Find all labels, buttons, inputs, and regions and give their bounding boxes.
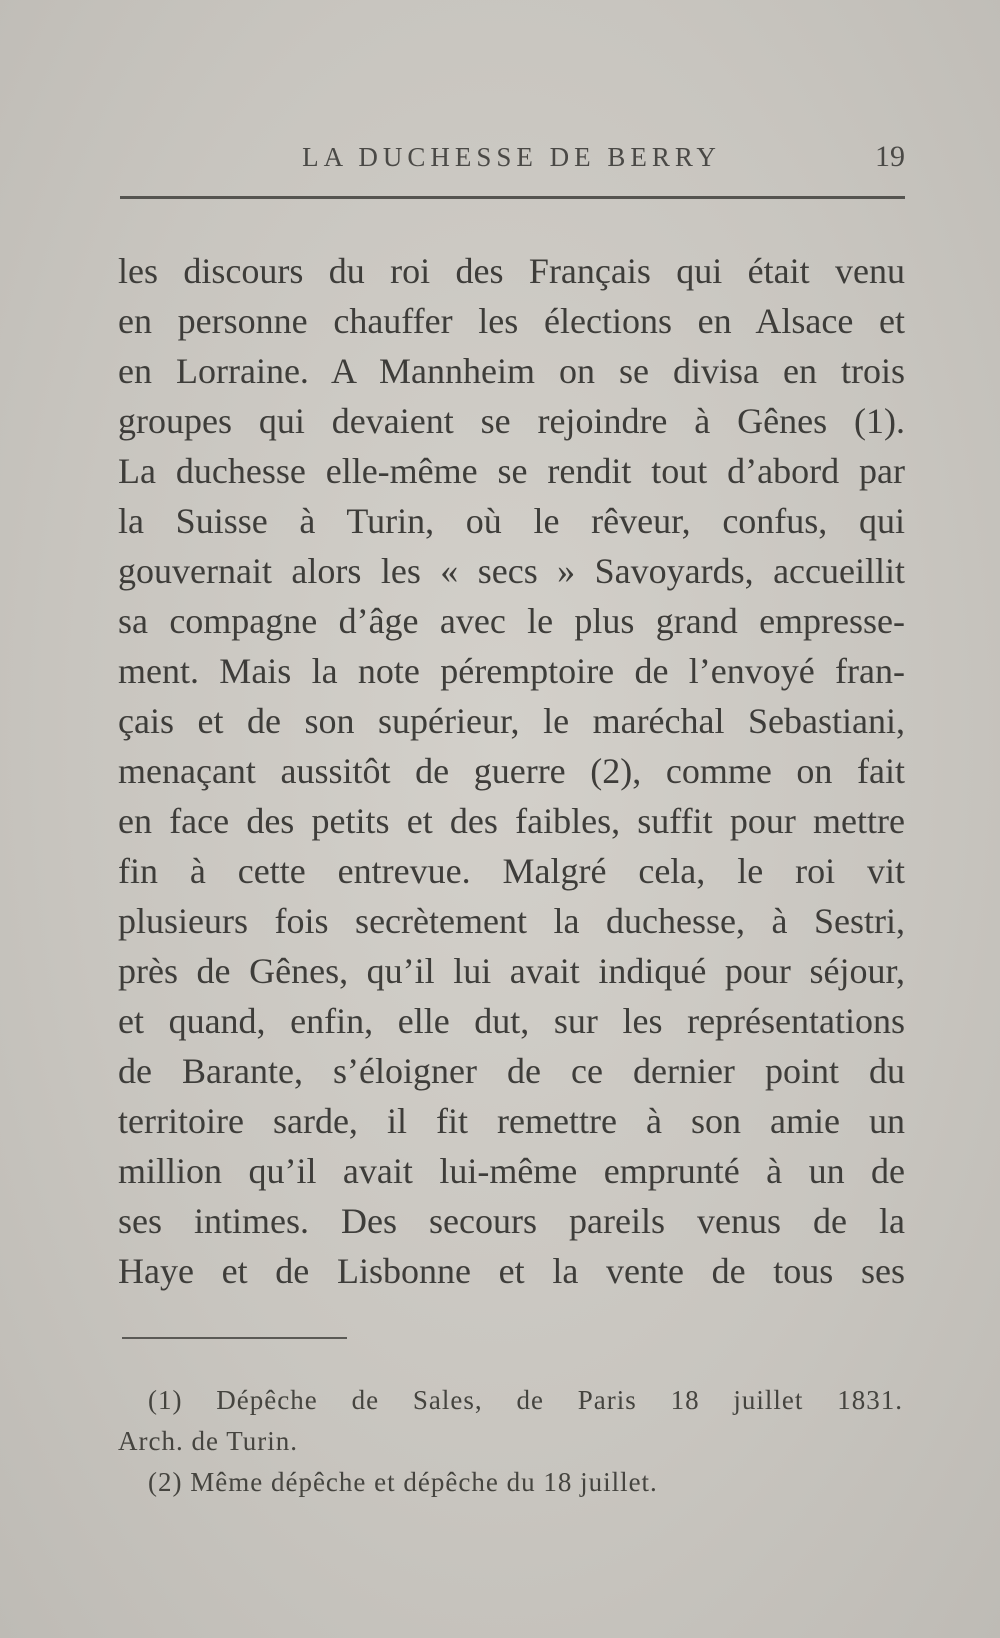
text-line: et quand, enfin, elle dut, sur les représentations <box>118 1001 905 1041</box>
text-line: groupes qui devaient se rejoindre à Gênes (1). <box>118 401 905 441</box>
footnote-line: (1) Dépêche de Sales, de Paris 18 juillet 1831. <box>148 1385 903 1415</box>
text-line: la Suisse à Turin, où le rêveur, confus, qui <box>118 501 905 541</box>
page-number: 19 <box>875 140 905 173</box>
body-text <box>118 246 905 1296</box>
text-line: million qu’il avait lui-même emprunté à un de <box>118 1151 905 1191</box>
footnote-line: (2) Même dépêche et dépêche du 18 juillet. <box>148 1467 658 1497</box>
text-line: Haye et de Lisbonne et la vente de tous ses <box>118 1251 905 1291</box>
text-line: plusieurs fois secrètement la duchesse, à Sestri, <box>118 901 905 941</box>
text-line: sa compagne d’âge avec le plus grand empresse- <box>118 601 905 641</box>
text-line: les discours du roi des Français qui était venu <box>118 251 905 291</box>
text-line: territoire sarde, il fit remettre à son amie un <box>118 1101 905 1141</box>
header-rule <box>120 196 905 199</box>
text-line: menaçant aussitôt de guerre (2), comme on fait <box>118 751 905 791</box>
text-line: fin à cette entrevue. Malgré cela, le roi vit <box>118 851 905 891</box>
footnotes <box>118 1380 903 1503</box>
footnote-rule <box>122 1337 347 1339</box>
text-line: en personne chauffer les élections en Alsace et <box>118 301 905 341</box>
text-line: ment. Mais la note péremptoire de l’envoyé fran- <box>118 651 905 691</box>
running-head <box>118 138 905 178</box>
text-line: gouvernait alors les « secs » Savoyards, accueillit <box>118 551 905 591</box>
text-line: en face des petits et des faibles, suffit pour mettre <box>118 801 905 841</box>
text-line: près de Gênes, qu’il lui avait indiqué pour séjour, <box>118 951 905 991</box>
footnote-line: Arch. de Turin. <box>118 1426 299 1456</box>
text-line: de Barante, s’éloigner de ce dernier point du <box>118 1051 905 1091</box>
text-line: çais et de son supérieur, le maréchal Sebastiani, <box>118 701 905 741</box>
text-line: ses intimes. Des secours pareils venus de la <box>118 1201 905 1241</box>
text-line: en Lorraine. A Mannheim on se divisa en trois <box>118 351 905 391</box>
text-line: La duchesse elle-même se rendit tout d’abord par <box>118 451 905 491</box>
running-title: LA DUCHESSE DE BERRY <box>302 142 721 172</box>
